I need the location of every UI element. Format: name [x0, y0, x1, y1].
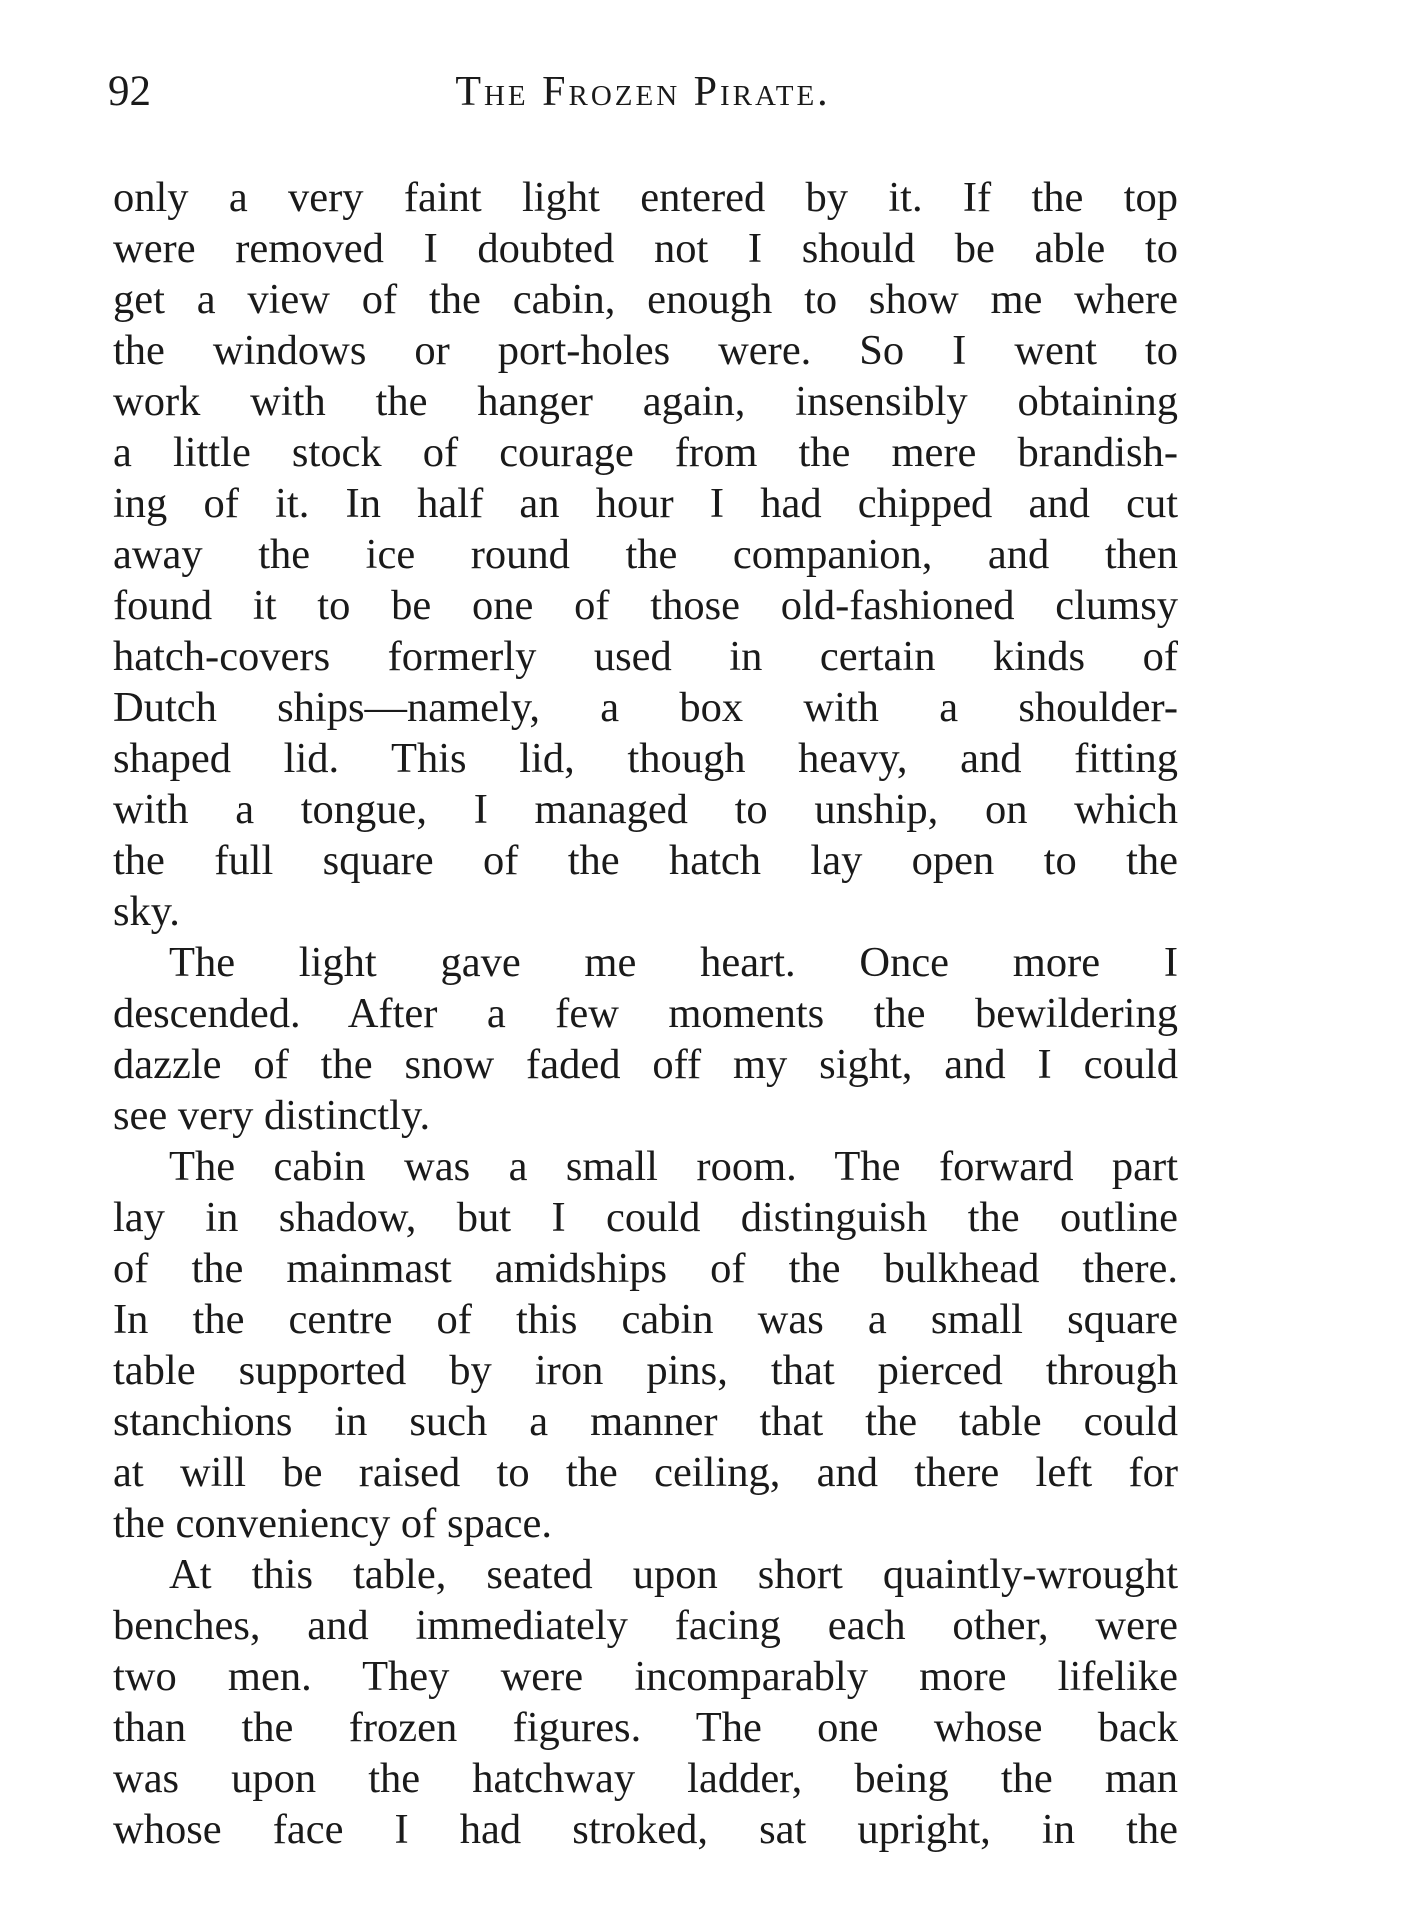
page-number: 92: [108, 68, 151, 115]
text-line: Dutch ships—namely, a box with a shoulder-: [113, 684, 1178, 731]
text-line: benches, and immediately facing each other, were: [113, 1602, 1178, 1649]
text-line: lay in shadow, but I could distinguish the outline: [113, 1194, 1178, 1241]
text-line: the windows or port-holes were. So I went to: [113, 327, 1178, 374]
text-line: were removed I doubted not I should be able to: [113, 225, 1178, 272]
text-line: The light gave me heart. Once more I: [169, 939, 1178, 986]
text-line: see very distinctly.: [113, 1092, 431, 1139]
text-line: In the centre of this cabin was a small square: [113, 1296, 1178, 1343]
text-line: at will be raised to the ceiling, and there left for: [113, 1449, 1178, 1496]
running-head: [108, 62, 1178, 122]
text-line: hatch-covers formerly used in certain kinds of: [113, 633, 1178, 680]
text-line: The cabin was a small room. The forward part: [169, 1143, 1178, 1190]
text-line: with a tongue, I managed to unship, on which: [113, 786, 1178, 833]
text-line: than the frozen figures. The one whose back: [113, 1704, 1178, 1751]
text-line: two men. They were incomparably more lifelike: [113, 1653, 1178, 1700]
book-title: The Frozen Pirate.: [455, 69, 831, 115]
text-line: table supported by iron pins, that pierced through: [113, 1347, 1178, 1394]
text-line: sky.: [113, 888, 180, 935]
text-line: away the ice round the companion, and then: [113, 531, 1178, 578]
text-line: work with the hanger again, insensibly obtaining: [113, 378, 1178, 425]
text-line: the conveniency of space.: [113, 1500, 552, 1547]
text-line: At this table, seated upon short quaintly-wrought: [169, 1551, 1178, 1598]
text-line: only a very faint light entered by it. If the top: [113, 174, 1178, 221]
text-line: stanchions in such a manner that the table could: [113, 1398, 1178, 1445]
text-line: dazzle of the snow faded off my sight, and I could: [113, 1041, 1178, 1088]
text-line: get a view of the cabin, enough to show me where: [113, 276, 1178, 323]
text-line: descended. After a few moments the bewildering: [113, 990, 1178, 1037]
text-line: of the mainmast amidships of the bulkhead there.: [113, 1245, 1178, 1292]
text-line: ing of it. In half an hour I had chipped and cut: [113, 480, 1178, 527]
text-line: whose face I had stroked, sat upright, in the: [113, 1806, 1178, 1853]
body-text: [113, 172, 1178, 1855]
text-line: shaped lid. This lid, though heavy, and fitting: [113, 735, 1178, 782]
text-line: was upon the hatchway ladder, being the man: [113, 1755, 1178, 1802]
text-line: found it to be one of those old-fashioned clumsy: [113, 582, 1178, 629]
text-line: a little stock of courage from the mere brandish-: [113, 429, 1178, 476]
text-line: the full square of the hatch lay open to the: [113, 837, 1178, 884]
